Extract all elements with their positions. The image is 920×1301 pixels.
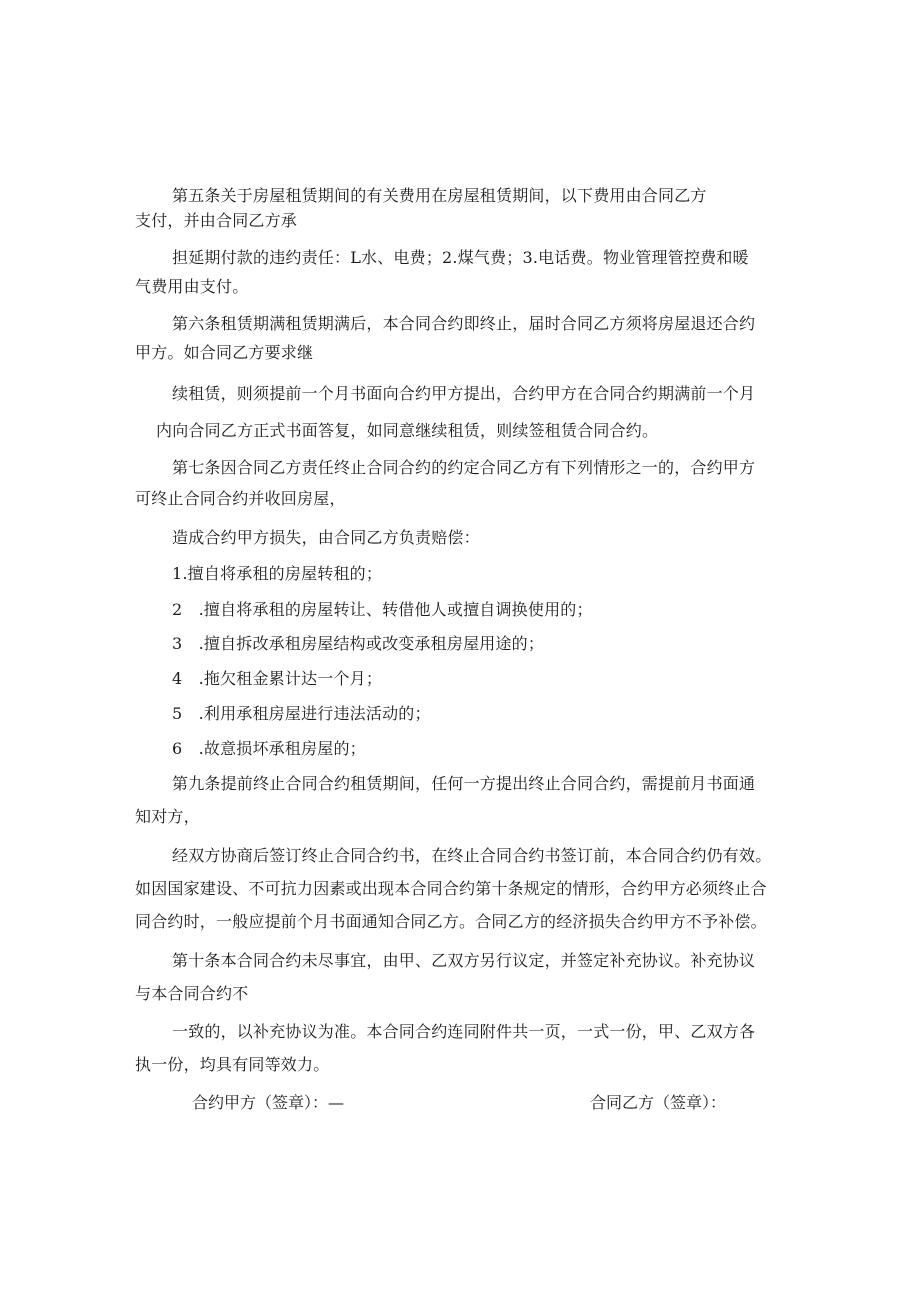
text-line: 第五条关于房屋租赁期间的有关费用在房屋租赁期间，以下费用由合同乙方	[172, 186, 707, 205]
list-item: 2 .擅自将承租的房屋转让、转借他人或擅自调换使用的；	[172, 600, 593, 619]
text-line: 气费用由支付。	[135, 277, 249, 296]
list-item: 3 .擅自拆改承租房屋结构或改变承租房屋用途的；	[172, 634, 545, 653]
text-line: 如因国家建设、不可抗力因素或出现本合同合约第十条规定的情形，合约甲方必须终止合	[135, 879, 767, 898]
text-line: 经双方协商后签订终止合同合约书，在终止合同合约书签订前，本合同合约仍有效。	[172, 846, 772, 865]
text-line: 第十条本合同合约未尽事宜，由甲、乙双方另行议定，并签定补充协议。补充协议	[172, 951, 756, 970]
text-line: 续租赁，则须提前一个月书面向合约甲方提出，合约甲方在合同合约期满前一个月	[172, 384, 756, 403]
list-item: 4 .拖欠租金累计达一个月；	[172, 669, 383, 688]
text-line: 内向合同乙方正式书面答复，如同意继续租赁，则续签租赁合同合约。	[156, 421, 659, 440]
text-line: 执一份，均具有同等效力。	[135, 1055, 330, 1074]
list-item: 1.擅自将承租的房屋转租的；	[172, 564, 383, 583]
text-line: 一致的，以补充协议为准。本合同合约连同附件共一页，一式一份，甲、乙双方各	[172, 1022, 756, 1041]
list-item: 6 .故意损坏承租房屋的；	[172, 739, 366, 758]
text-line: 第七条因合同乙方责任终止合同合约的约定合同乙方有下列情形之一的，合约甲方	[172, 458, 756, 477]
text-line: 支付，并由合同乙方承	[135, 211, 298, 230]
text-line: 担延期付款的违约责任：L水、电费；2.煤气费；3.电话费。物业管理管控费和暖	[172, 248, 749, 267]
text-line: 第九条提前终止合同合约租赁期间，任何一方提出终止合同合约，需提前月书面通	[172, 774, 756, 793]
text-line: 知对方，	[135, 807, 200, 826]
party-b-signature: 合同乙方（签章）：	[590, 1093, 727, 1112]
text-line: 可终止合同合约并收回房屋，	[135, 489, 346, 508]
text-line: 第六条租赁期满租赁期满后，本合同合约即终止，届时合同乙方须将房屋退还合约	[172, 314, 756, 333]
list-item: 5 .利用承租房屋进行违法活动的；	[172, 704, 431, 723]
text-line: 甲方。如合同乙方要求继	[135, 343, 314, 362]
text-line: 造成合约甲方损失，由合同乙方负责赔偿：	[172, 528, 480, 547]
text-line: 同合约时，一般应提前个月书面通知合同乙方。合同乙方的经济损失合约甲方不予补偿。	[135, 912, 767, 931]
party-a-signature: 合约甲方（签章）：—	[192, 1093, 345, 1112]
text-line: 与本合同合约不	[135, 984, 249, 1003]
